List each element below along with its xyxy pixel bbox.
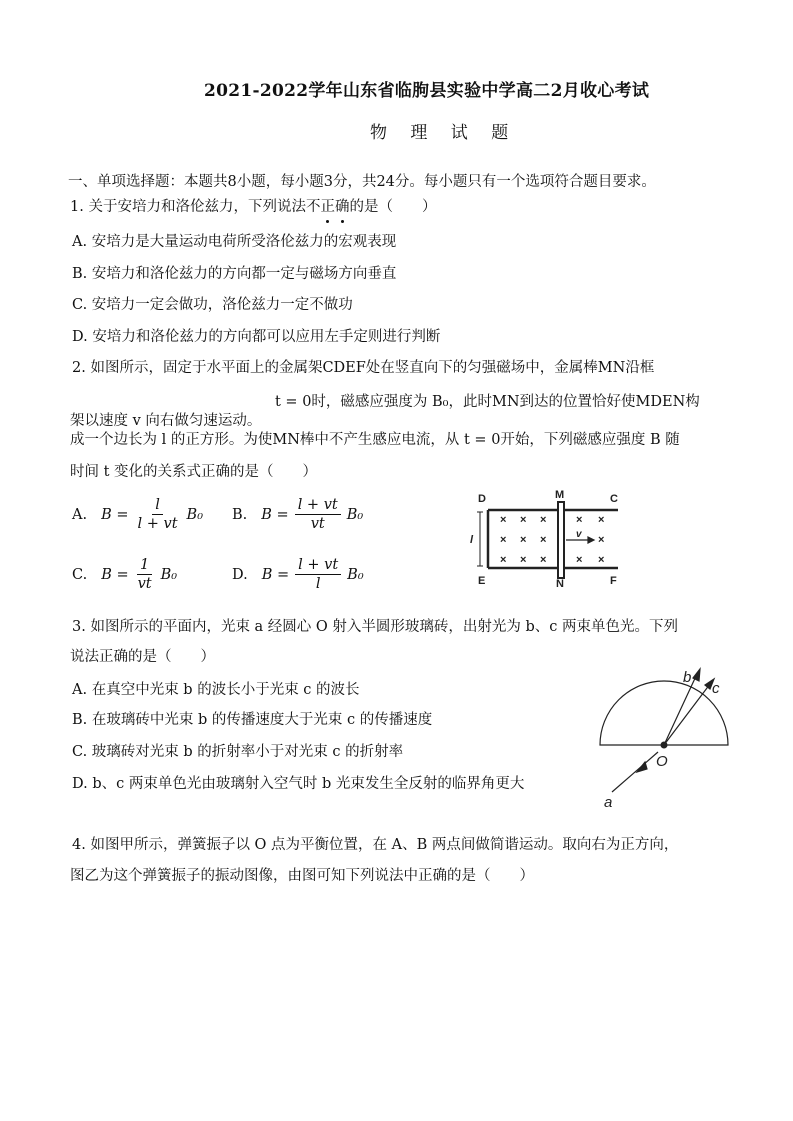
denominator: l + vt — [137, 516, 178, 532]
svg-text:×: × — [500, 554, 507, 566]
label-E: E — [478, 575, 486, 587]
ray-b — [664, 674, 697, 745]
formula-lhs: B = — [261, 506, 289, 523]
formula-lhs: B = — [101, 566, 129, 583]
incident-ray-a — [612, 752, 658, 792]
option-label: A. — [72, 506, 88, 523]
section-heading: 一、单项选择题：本题共8小题，每小题3分，共24分。每小题只有一个选项符合题目要求。 — [68, 174, 656, 190]
q3-option-d: D. b、c 两束单色光由玻璃射入空气时 b 光束发生全反射的临界角更大 — [72, 776, 525, 792]
formula-tail: B₀ — [186, 506, 204, 523]
q1-option-d: D. 安培力和洛伦兹力的方向都可以应用左手定则进行判断 — [72, 329, 441, 345]
q4-line1: 4. 如图甲所示，弹簧振子以 O 点为平衡位置，在 A、B 两点间做简谐运动。取向右为正方向， — [72, 837, 679, 853]
formula-fraction — [135, 496, 181, 533]
q3-line2: 说法正确的是（ ） — [70, 649, 215, 665]
svg-text:×: × — [520, 534, 527, 546]
q2-line2b: 架以速度 v 向右做匀速运动。 — [70, 413, 262, 429]
numerator: l + vt — [295, 556, 341, 575]
formula-lhs: B = — [101, 506, 129, 523]
option-label: C. — [72, 566, 88, 583]
exam-subtitle: 物 理 试 题 — [370, 123, 518, 143]
q3-option-b: B. 在玻璃砖中光束 b 的传播速度大于光束 c 的传播速度 — [72, 712, 433, 728]
q2-figure — [470, 488, 630, 588]
numerator: l + vt — [295, 496, 341, 515]
label-l: l — [470, 534, 474, 546]
label-C: C — [610, 493, 618, 505]
formula-fraction — [295, 556, 341, 593]
q1-stem: 1. 关于安培力和洛伦兹力，下列说法不正确的是（ ） — [70, 199, 437, 215]
svg-text:×: × — [500, 534, 507, 546]
q1-option-c: C. 安培力一定会做功，洛伦兹力一定不做功 — [72, 297, 353, 313]
q2-line2a: t = 0时，磁感应强度为 B₀，此时MN到达的位置恰好使MDEN构 — [275, 394, 700, 410]
svg-text:×: × — [520, 554, 527, 566]
formula-lhs: B = — [261, 566, 290, 583]
svg-text:×: × — [598, 534, 605, 546]
numerator: l — [152, 496, 163, 515]
emphasis-dot — [341, 220, 344, 223]
label-O: O — [656, 753, 668, 770]
label-F: F — [610, 575, 617, 587]
svg-text:×: × — [540, 534, 547, 546]
denominator: l — [315, 576, 321, 592]
q2-option-d — [232, 556, 364, 593]
denominator: vt — [310, 516, 325, 532]
label-M: M — [555, 489, 565, 501]
emphasis-dot — [326, 220, 329, 223]
label-D: D — [478, 493, 486, 505]
q1-option-b: B. 安培力和洛伦兹力的方向都一定与磁场方向垂直 — [72, 266, 397, 282]
formula-tail: B₀ — [347, 566, 364, 583]
formula-fraction — [135, 556, 155, 593]
label-b: b — [683, 669, 692, 686]
numerator: 1 — [137, 556, 152, 575]
formula-tail: B₀ — [160, 566, 178, 583]
svg-text:×: × — [520, 514, 527, 526]
q3-figure — [592, 662, 737, 812]
svg-text:×: × — [598, 554, 605, 566]
svg-text:×: × — [576, 514, 583, 526]
q1-option-a: A. 安培力是大量运动电荷所受洛伦兹力的宏观表现 — [72, 234, 397, 250]
q2-line1: 2. 如图所示，固定于水平面上的金属架CDEF处在竖直向下的匀强磁场中，金属棒MN沿框 — [72, 360, 655, 376]
q2-option-a — [72, 496, 203, 533]
q2-option-b — [232, 496, 363, 533]
semicircle-glass — [600, 681, 728, 745]
formula-tail: B₀ — [346, 506, 364, 523]
metal-rod — [558, 502, 564, 578]
center-point — [661, 742, 668, 749]
q3-line1: 3. 如图所示的平面内，光束 a 经圆心 O 射入半圆形玻璃砖，出射光为 b、c 两束单色光。下列 — [72, 619, 679, 635]
svg-text:×: × — [576, 554, 583, 566]
denominator: vt — [137, 576, 152, 592]
label-N: N — [556, 578, 564, 588]
svg-text:×: × — [598, 514, 605, 526]
ray-c — [664, 684, 710, 745]
q4-line2: 图乙为这个弹簧振子的振动图像，由图可知下列说法中正确的是（ ） — [70, 868, 534, 884]
q3-option-a: A. 在真空中光束 b 的波长小于光束 c 的波长 — [72, 682, 360, 698]
label-c: c — [712, 680, 720, 697]
q3-option-c: C. 玻璃砖对光束 b 的折射率小于对光束 c 的折射率 — [72, 744, 404, 760]
exam-title: 2021-2022学年山东省临朐县实验中学高二2月收心考试 — [204, 81, 650, 101]
label-v: v — [576, 529, 582, 540]
q2-line4: 时间 t 变化的关系式正确的是（ ） — [70, 464, 318, 480]
label-a: a — [604, 794, 613, 811]
svg-text:×: × — [540, 514, 547, 526]
q2-line3: 成一个边长为 l 的正方形。为使MN棒中不产生感应电流，从 t = 0开始，下列磁感应强度 B 随 — [70, 432, 680, 448]
svg-text:×: × — [540, 554, 547, 566]
q2-option-c — [72, 556, 177, 593]
formula-fraction — [295, 496, 341, 533]
option-label: D. — [232, 566, 248, 583]
svg-text:×: × — [500, 514, 507, 526]
option-label: B. — [232, 506, 248, 523]
